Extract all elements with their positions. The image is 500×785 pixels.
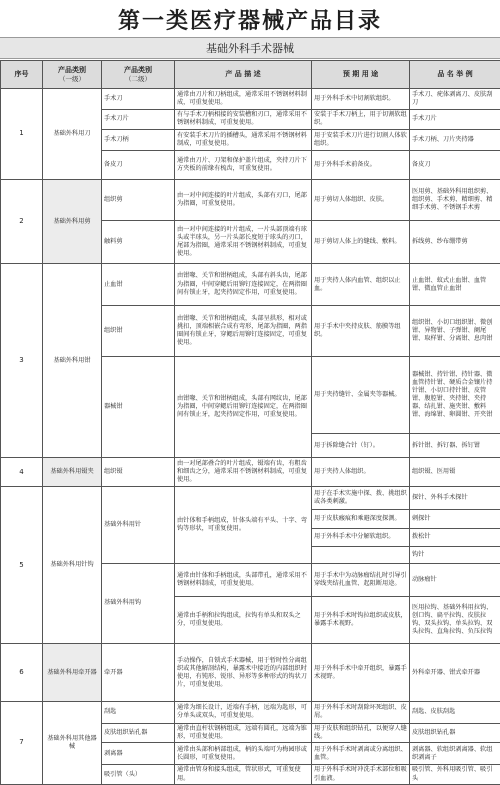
use-cell: 用于拆除缝合针（钉）。 xyxy=(312,433,410,458)
example-cell: 医用剪、基础外科用组织剪、组织剪、手术剪、精细剪、精细手术剪、不锈钢手术剪 xyxy=(410,179,500,220)
use-cell: 用于外科手术时钩拉组织或皮肤，暴露手术视野。 xyxy=(312,596,410,643)
table-row xyxy=(1,644,500,702)
section-subtitle: 基础外科手术器械 xyxy=(0,37,500,59)
example-cell: 手术刀片 xyxy=(410,109,500,130)
desc-cell: 通常为细长设计，近端有手柄，远端为匙形，可分单头或双头，可重复使用。 xyxy=(175,702,312,724)
cat1-cell: 基础外科用钳 xyxy=(43,264,102,458)
cat2-cell: 器械钳 xyxy=(102,357,175,458)
cat2-cell: 备皮刀 xyxy=(102,150,175,179)
desc-cell: 由一对尾部叠合的叶片组成，镊端有齿，有粗齿和细齿之分，通常采用不锈钢材料制成，可重复使用。 xyxy=(175,458,312,487)
use-cell: 用于夹持缝针、金属夹等器械。 xyxy=(312,357,410,433)
table-row xyxy=(1,702,500,724)
example-cell: 手术刀柄、刀片夹持器 xyxy=(410,130,500,151)
cat2-cell: 组织镊 xyxy=(102,458,175,487)
cat1-cell: 基础外科用刀 xyxy=(43,89,102,180)
use-cell: 用于外科手术前备皮。 xyxy=(312,150,410,179)
example-cell: 器械钳、持针钳、持针器、微血管持针钳、硬质合金镶片持针钳、小切口持针钳、皮管钳、腹腔钳、夹持钳、夹持器、结扎钳、施夹钳、敷料钳、海绵钳、卵圆钳、开夹钳 xyxy=(410,357,500,433)
example-cell: 止血钳、蚊式止血钳、血管钳、微血管止血钳 xyxy=(410,264,500,305)
desc-cell: 通常由直杆状钢柄组成，远端有圆孔，远端为锥形，可重复使用。 xyxy=(175,723,312,743)
use-cell: 用于皮肤和组织钻孔，以便穿人缝线。 xyxy=(312,723,410,743)
cat2-cell: 剥离器 xyxy=(102,743,175,765)
cat2-cell: 手术刀片 xyxy=(102,109,175,130)
table-row xyxy=(1,89,500,110)
row-num: 4 xyxy=(1,458,43,487)
use-cell: 安装于手术刀柄上，用于切割软组织。 xyxy=(312,109,410,130)
table-row xyxy=(1,487,500,510)
desc-cell: 通常由刀片、刀架和保护盖片组成，夹持刀片下方夹板的前缘有梳齿，可重复使用。 xyxy=(175,150,312,179)
cat2-cell: 手术刀 xyxy=(102,89,175,110)
example-cell: 组织镊、医用镊 xyxy=(410,458,500,487)
use-cell: 用于剪切人体上的缝线、敷料。 xyxy=(312,221,410,264)
use-cell: 用于外科手术中分解软组织。 xyxy=(312,528,410,547)
example-cell: 外科牵开器、钳式牵开器 xyxy=(410,644,500,702)
example-cell: 拆线剪、纱布绷带剪 xyxy=(410,221,500,264)
use-cell: 用于夹持人体组织。 xyxy=(312,458,410,487)
row-num: 5 xyxy=(1,487,43,644)
use-cell: 用于外科手术时冲洗手术部位和吸引血液。 xyxy=(312,765,410,785)
cat2-cell: 基础外科用钩 xyxy=(102,563,175,644)
example-cell: 动脉瘤针 xyxy=(410,563,500,596)
use-cell: 用于安装手术刀片进行切割人体软组织。 xyxy=(312,130,410,151)
cat1-cell: 基础外科用牵开器 xyxy=(43,644,102,702)
cat2-cell: 牵开器 xyxy=(102,644,175,702)
use-cell: 用于外科手术时刮除坏死组织、皮屑。 xyxy=(312,702,410,724)
header-desc: 产 品 描 述 xyxy=(175,61,312,89)
cat1-cell: 基础外科用镊夹 xyxy=(43,458,102,487)
desc-cell: 由针体和手柄组成，针体头端有平头、十字、弯钩等形状，可重复使用。 xyxy=(175,487,312,563)
example-cell: 拆针钳、拆钉器、拆钉钳 xyxy=(410,433,500,458)
example-cell: 医用拉钩、基础外科用拉钩、创口钩、扁平拉钩、皮肤拉钩、双头拉钩、单头拉钩、双头拉钩、直角拉钩、负压拉钩 xyxy=(410,596,500,643)
cat2-cell: 手术刀柄 xyxy=(102,130,175,151)
cat2-cell: 吸引管（头） xyxy=(102,765,175,785)
use-cell: 用于剪切人体组织、皮肤。 xyxy=(312,179,410,220)
header-use: 预 期 用 途 xyxy=(312,61,410,89)
example-cell: 吸引管、外科用吸引管、吸引头 xyxy=(410,765,500,785)
example-cell: 钩针 xyxy=(410,547,500,564)
example-cell: 手术刀、疣体剥离刀、皮肤刮刀 xyxy=(410,89,500,110)
table-row xyxy=(1,264,500,305)
desc-cell: 通常由针体和手柄组成，头部带孔，通常采用不锈钢材料制成，可重复使用。 xyxy=(175,563,312,596)
example-cell: 组织钳、小切口组织钳、微创钳、异物钳、子弹钳、阑尾钳、取样钳、分离钳、息肉钳 xyxy=(410,305,500,357)
use-cell: 用于皮肤瘢痕和乘避深度探测。 xyxy=(312,510,410,529)
example-cell: 刺探针 xyxy=(410,510,500,529)
use-cell: 用于在手术实施中探、拨、挑组织或各类刺激。 xyxy=(312,487,410,510)
desc-cell: 通常由头部和柄部组成，柄的头端可为梅园形或长圆形，可重复使用。 xyxy=(175,743,312,765)
desc-cell: 通常由刀片和刀柄组成，通常采用不锈钢材料制成，可重复使用。 xyxy=(175,89,312,110)
row-num: 1 xyxy=(1,89,43,180)
use-cell xyxy=(312,547,410,564)
cat1-cell: 基础外科用其他器械 xyxy=(43,702,102,785)
use-cell: 用于夹持人体内血管、组织以止血。 xyxy=(312,264,410,305)
row-num: 7 xyxy=(1,702,43,785)
use-cell: 用于外科手术中牵开组织，暴露手术视野。 xyxy=(312,644,410,702)
table-row xyxy=(1,179,500,220)
desc-cell: 由钳喙、关节和钳柄组成，头部有网纹齿，尾部为指圈，中间穿鳃后用铆钉连接固定，在两指圈间有锁止牙，起夹持固定作用，可重复使用。 xyxy=(175,357,312,458)
example-cell: 探针、外科手术探针 xyxy=(410,487,500,510)
desc-cell: 通常由手柄和拉钩组成，拉钩有单头和双头之分，可重复使用。 xyxy=(175,596,312,643)
example-cell: 刮匙、皮肤刮匙 xyxy=(410,702,500,724)
table-row xyxy=(1,458,500,487)
desc-cell: 有安装手术刀片的插槽头，通常采用不锈钢材料制成，可重复使用。 xyxy=(175,130,312,151)
desc-cell: 通常由管身和接头组成，管状形式，可重复使用。 xyxy=(175,765,312,785)
use-cell: 用于外科手术中切割软组织。 xyxy=(312,89,410,110)
cat2-cell: 止血钳 xyxy=(102,264,175,305)
desc-cell: 由钳喙、关节和钳柄组成，头部呈拱形，相对或挑扣，顶端相嵌合成有弯形，尾部为指圈，两指圈间有锁止牙，穿鳃后用铆钉连接固定，可重复使用。 xyxy=(175,305,312,357)
catalog-table xyxy=(0,60,500,785)
cat2-cell: 刮匙 xyxy=(102,702,175,724)
use-cell: 用于外科手术时剥离或分离组织、血管。 xyxy=(312,743,410,765)
header-num: 序号 xyxy=(1,61,43,89)
header-cat2: 产品类别 （二级） xyxy=(102,61,175,89)
row-num: 2 xyxy=(1,179,43,264)
header-ex: 品 名 举 例 xyxy=(410,61,500,89)
example-cell: 备皮刀 xyxy=(410,150,500,179)
desc-cell: 由一对中间连接的叶片组成，一片头部顶端有球头或半球头，另一片头部长度短于球头的刃口，尾部为指圈，通常采用不锈钢材料制成，可重复使用。 xyxy=(175,221,312,264)
header-cat1: 产品类别 （一级） xyxy=(43,61,102,89)
row-num: 3 xyxy=(1,264,43,458)
document-title: 第一类医疗器械产品目录 xyxy=(117,9,382,34)
cat2-cell: 基础外科用针 xyxy=(102,487,175,563)
use-cell: 用于手术中为动脉瘤结扎时引导引穿线夹结扎血管、起阻断用途。 xyxy=(312,563,410,596)
cat1-cell: 基础外科用剪 xyxy=(43,179,102,264)
cat2-cell: 组织剪 xyxy=(102,179,175,220)
use-cell: 用于手术中夹持皮肤、筋膜等组织。 xyxy=(312,305,410,357)
row-num: 6 xyxy=(1,644,43,702)
example-cell: 剥离器、软组织剥离器、软组织剥离子 xyxy=(410,743,500,765)
cat1-cell: 基础外科用针钩 xyxy=(43,487,102,644)
example-cell: 拨松针 xyxy=(410,528,500,547)
desc-cell: 由钳喙、关节和钳柄组成，头部有斜头齿，尾部为指圈，中间穿鳃后用铆钉连接固定，在两指圈间有锁止牙，起夹持固定作用，可重复使用。 xyxy=(175,264,312,305)
header-row xyxy=(1,61,500,89)
cat2-cell: 皮肤组织钻孔器 xyxy=(102,723,175,743)
example-cell: 皮肤组织钻孔器 xyxy=(410,723,500,743)
cat2-cell: 触料剪 xyxy=(102,221,175,264)
desc-cell: 有与手术刀柄相接的安装槽和刃口，通常采用不锈钢材料制成，可重复使用。 xyxy=(175,109,312,130)
desc-cell: 由一对中间连接的叶片组成，头部有刃口，尾部为指圈，可重复使用。 xyxy=(175,179,312,220)
cat2-cell: 组织钳 xyxy=(102,305,175,357)
desc-cell: 手动操作，自锁式手术器械，用于暂时性分离组织或其他解剖结构，暴露术中接近的内部组织时使用，有钝形、锐形、异形等多种形式的钩状刀片，可重复使用。 xyxy=(175,644,312,702)
